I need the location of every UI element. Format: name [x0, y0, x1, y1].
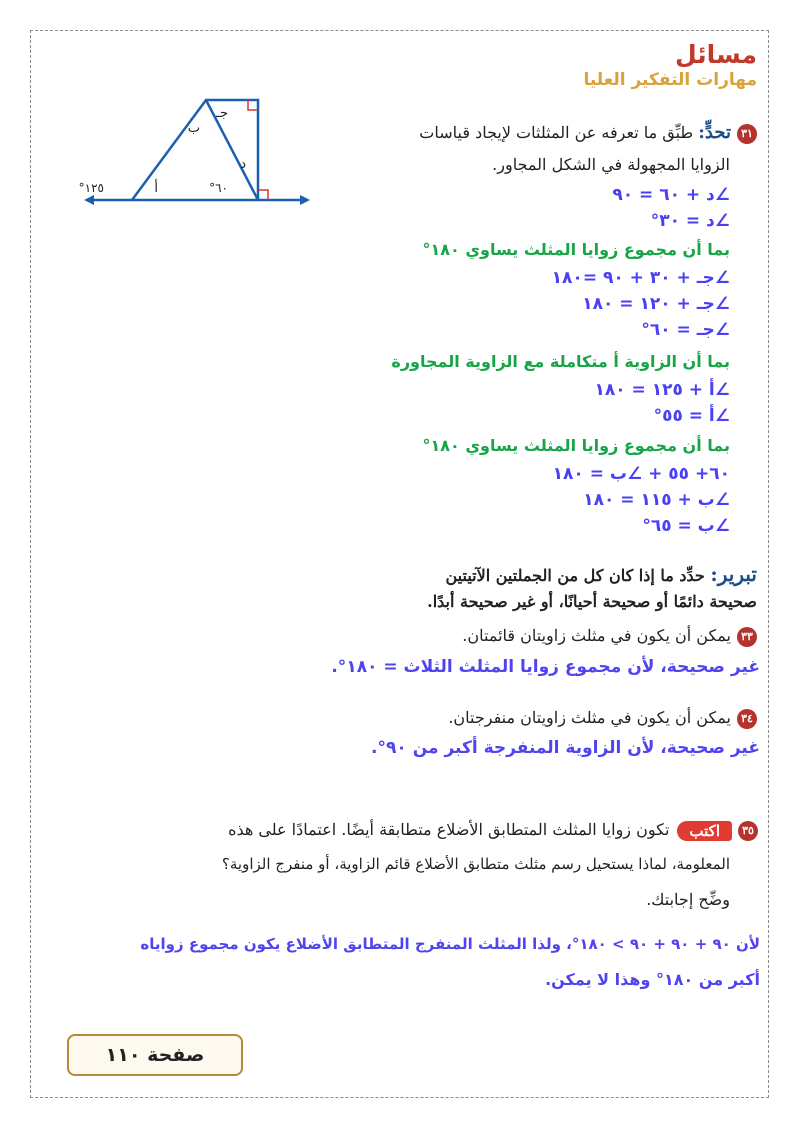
figure-triangle	[132, 100, 258, 200]
q31-step: ∠جـ = ٦٠°	[641, 320, 730, 340]
label-top-angle: جـ	[216, 106, 228, 121]
q31-step: بما أن مجموع زوايا المثلث يساوي ١٨٠°	[422, 240, 730, 259]
arrow-left	[84, 195, 94, 205]
q31-step: بما أن مجموع زوايا المثلث يساوي ١٨٠°	[422, 436, 730, 455]
label-base-inner: ٦٠°	[209, 181, 228, 195]
section-title: مسائل	[674, 40, 757, 69]
right-angle-base	[258, 190, 268, 200]
q35-answer-line2: أكبر من ١٨٠° وهذا لا يمكن.	[545, 970, 760, 989]
q31-text-line1: طبِّق ما تعرفه عن المثلثات لإيجاد قياسات	[419, 123, 694, 142]
q34-number: ٣٤	[737, 709, 757, 729]
reasoning-label: تبرير:	[710, 562, 757, 586]
q33-text: يمكن أن يكون في مثلث زاويتان قائمتان.	[462, 626, 731, 645]
q34-text: يمكن أن يكون في مثلث زاويتان منفرجتان.	[448, 708, 731, 727]
q31-prompt	[419, 122, 757, 144]
page-number-box: صفحة ١١٠	[67, 1034, 243, 1076]
q31-step: ∠أ = ٥٥°	[653, 406, 730, 426]
q35-number: ٣٥	[738, 821, 758, 841]
q31-step: ∠ب + ١١٥ = ١٨٠	[583, 490, 730, 510]
label-exterior: ١٢٥°	[78, 181, 104, 195]
q33-prompt	[462, 626, 757, 647]
q35-line2: المعلومة، لماذا يستحيل رسم مثلث متطابق الأضلاع قائم الزاوية، أو منفرج الزاوية؟	[221, 855, 730, 873]
q31-label: تحدٍّ:	[698, 122, 731, 143]
q35-line3: وضِّح إجابتك.	[646, 890, 730, 909]
q34-prompt	[448, 708, 757, 729]
reasoning-line2: صحيحة دائمًا أو صحيحة أحيانًا، أو غير صحيحة أبدًا.	[427, 592, 757, 611]
arrow-right	[300, 195, 310, 205]
q31-step: ∠جـ + ٣٠ + ٩٠ =١٨٠	[551, 268, 730, 288]
q31-step: بما أن الزاوية أ متكاملة مع الزاوية المجاورة	[391, 352, 730, 371]
q31-number: ٣١	[737, 124, 757, 144]
q33-number: ٣٣	[737, 627, 757, 647]
q31-step: ∠أ + ١٢٥ = ١٨٠	[594, 380, 730, 400]
right-angle-top	[248, 100, 258, 110]
q33-answer: غير صحيحة، لأن مجموع زوايا المثلث الثلاث = ١٨٠°.	[331, 657, 760, 677]
label-inner-top: ب	[187, 121, 200, 136]
q35-answer-line1: لأن ٩٠ + ٩٠ + ٩٠ > ١٨٠°، ولذا المثلث المنفرج المتطابق الأضلاع يكون مجموع زواياه	[140, 935, 760, 953]
write-badge: اكتب	[677, 821, 732, 841]
triangle-figure	[78, 95, 312, 215]
reasoning-text1: حدِّد ما إذا كان كل من الجملتين الآتيتين	[445, 566, 705, 585]
q31-step: ∠د + ٦٠ = ٩٠	[612, 185, 730, 205]
q35-line1	[228, 820, 758, 841]
q35-text1: تكون زوايا المثلث المتطابق الأضلاع متطابقة أيضًا. اعتمادًا على هذه	[228, 820, 670, 839]
label-base-left: أ	[154, 181, 158, 196]
reasoning-line1	[445, 562, 757, 586]
q31-step: ٦٠+ ٥٥ + ∠ب = ١٨٠	[552, 464, 730, 484]
q31-step: ∠جـ + ١٢٠ = ١٨٠	[582, 294, 730, 314]
q31-text-line2: الزوايا المجهولة في الشكل المجاور.	[492, 155, 730, 174]
section-subtitle: مهارات التفكير العليا	[583, 70, 757, 90]
q31-step: ∠د = ٣٠°	[650, 211, 730, 231]
q34-answer: غير صحيحة، لأن الزاوية المنفرجة أكبر من ٩٠°.	[371, 738, 760, 758]
q31-step: ∠ب = ٦٥°	[642, 516, 730, 536]
label-right-side: د	[240, 157, 246, 172]
